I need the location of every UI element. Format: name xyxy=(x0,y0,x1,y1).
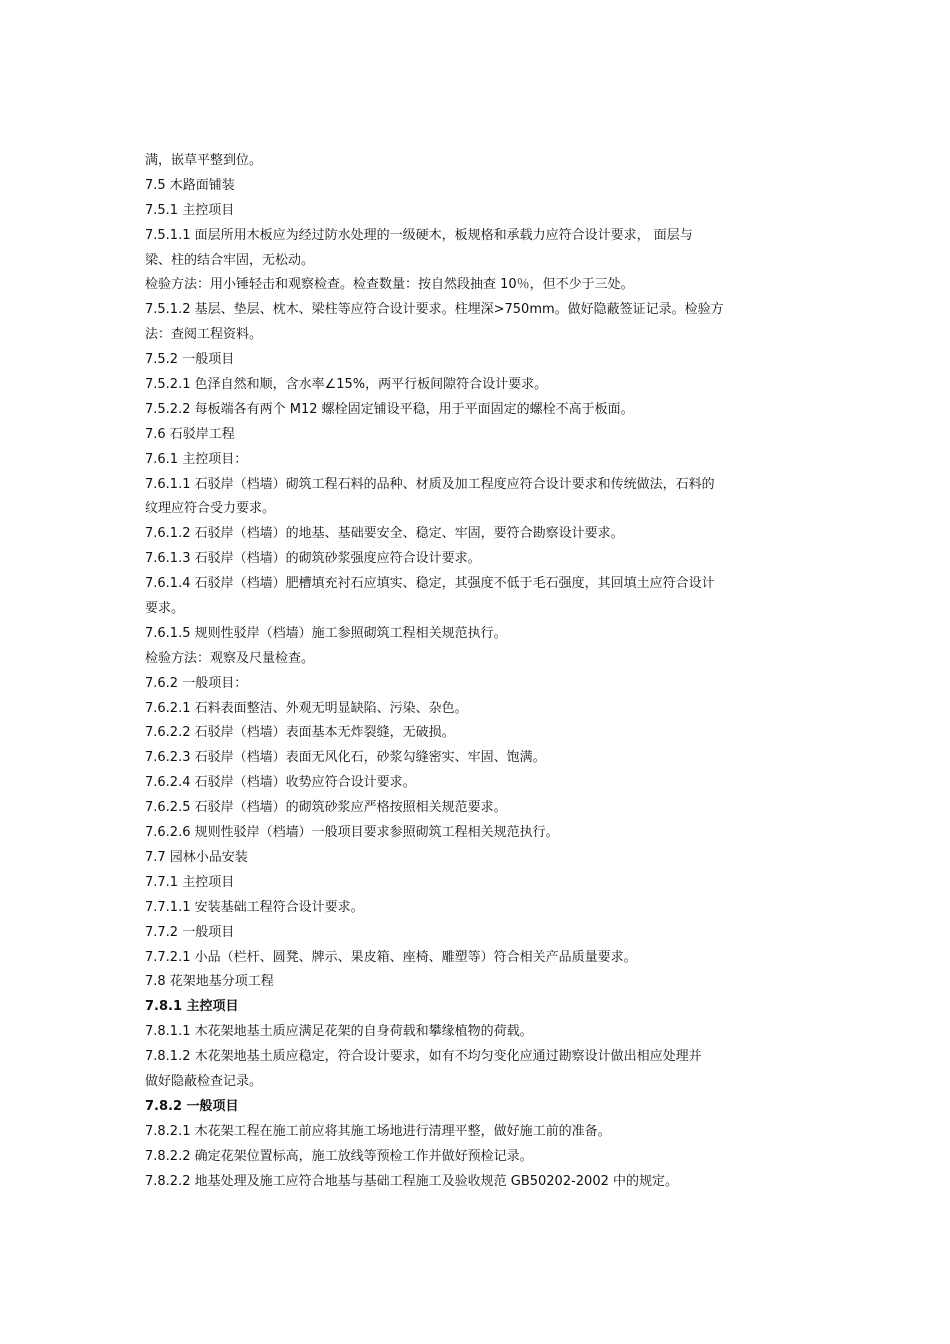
text-line: 满，嵌草平整到位。 xyxy=(145,153,263,168)
text-line: 7.6.1.2 石驳岸（档墙）的地基、基础要安全、稳定、牢固，要符合勘察设计要求。 xyxy=(145,526,624,542)
text-line: 7.5.2 一般项目 xyxy=(145,352,235,368)
text-line: 7.6.1.5 规则性驳岸（档墙）施工参照砌筑工程相关规范执行。 xyxy=(145,625,507,641)
text-line: 7.6.2.5 石驳岸（档墙）的砌筑砂浆应严格按照相关规范要求。 xyxy=(145,800,507,816)
text-line: 7.6.2.6 规则性驳岸（档墙）一般项目要求参照砌筑工程相关规范执行。 xyxy=(145,825,559,841)
text-line: 7.5.2.2 每板端各有两个 M12 螺栓固定铺设平稳，用于平面固定的螺栓不高于板面。 xyxy=(145,401,634,417)
text-line: 7.8.1.2 木花架地基土质应稳定，符合设计要求，如有不均匀变化应通过勘察设计做出相应处理并 xyxy=(145,1049,702,1065)
section-heading-line: 7.8.1 主控项目 xyxy=(145,999,239,1015)
text-line: 7.6.2.4 石驳岸（档墙）收势应符合设计要求。 xyxy=(145,775,416,791)
text-line: 7.7.1.1 安装基础工程符合设计要求。 xyxy=(145,899,364,915)
text-line: 7.6.2.2 石驳岸（档墙）表面基本无炸裂缝，无破损。 xyxy=(145,725,455,741)
text-line: 7.7.2.1 小品（栏杆、圆凳、牌示、果皮箱、座椅、雕塑等）符合相关产品质量要求。 xyxy=(145,949,637,965)
text-line: 7.7.1 主控项目 xyxy=(145,874,235,890)
text-line: 检验方法：用小锤轻击和观察检查。检查数量：按自然段抽查 10％，但不少于三处。 xyxy=(145,277,634,293)
text-line: 7.8.2.2 地基处理及施工应符合地基与基础工程施工及验收规范 GB50202-2002 中的规定。 xyxy=(145,1173,679,1189)
text-line: 纹理应符合受力要求。 xyxy=(145,501,276,517)
text-line: 7.6.2.3 石驳岸（档墙）表面无风化石，砂浆勾缝密实、牢固、饱满。 xyxy=(145,750,546,766)
text-line: 7.5.2.1 色泽自然和顺，含水率∠15%，两平行板间隙符合设计要求。 xyxy=(145,377,548,393)
text-line: 7.8.2.2 确定花架位置标高，施工放线等预检工作并做好预检记录。 xyxy=(145,1148,533,1164)
text-line: 法：查阅工程资料。 xyxy=(145,327,263,343)
text-line: 7.8.2.1 木花架工程在施工前应将其施工场地进行清理平整，做好施工前的准备。 xyxy=(145,1123,611,1139)
text-line: 7.8.1.1 木花架地基土质应满足花架的自身荷载和攀缘植物的荷载。 xyxy=(145,1024,533,1040)
text-line: 7.6.1.4 石驳岸（档墙）肥槽填充衬石应填实、稳定，其强度不低于毛石强度，其回填土应符合设计 xyxy=(145,576,715,592)
section-heading-line: 7.8.2 一般项目 xyxy=(145,1098,239,1114)
text-line: 7.5.1.1 面层所用木板应为经过防水处理的一级硬木，板规格和承载力应符合设计要求， 面层与 xyxy=(145,227,693,243)
text-line: 7.6 石驳岸工程 xyxy=(145,426,235,442)
text-line: 7.6.1 主控项目： xyxy=(145,451,248,467)
text-line: 7.6.1.1 石驳岸（档墙）砌筑工程石料的品种、材质及加工程度应符合设计要求和传统做法，石料的 xyxy=(145,476,715,492)
text-line: 7.6.2 一般项目： xyxy=(145,675,248,691)
text-line: 7.5.1 主控项目 xyxy=(145,202,235,218)
text-line: 7.5.1.2 基层、垫层、枕木、梁柱等应符合设计要求。柱埋深>750mm。做好隐蔽签证记录。检验方 xyxy=(145,302,724,318)
text-line: 7.8 花架地基分项工程 xyxy=(145,974,274,990)
text-line: 做好隐蔽检查记录。 xyxy=(145,1073,263,1089)
text-line: 7.5 木路面铺装 xyxy=(145,177,235,193)
text-line: 检验方法：观察及尺量检查。 xyxy=(145,650,315,666)
text-line: 梁、柱的结合牢固，无松动。 xyxy=(145,252,315,268)
text-line: 7.6.1.3 石驳岸（档墙）的砌筑砂浆强度应符合设计要求。 xyxy=(145,551,481,567)
text-line: 7.7.2 一般项目 xyxy=(145,924,235,940)
text-line: 要求。 xyxy=(145,601,185,617)
text-line: 7.7 园林小品安装 xyxy=(145,849,248,865)
document-body xyxy=(145,149,765,1194)
document-page xyxy=(145,149,765,1194)
text-line: 7.6.2.1 石料表面整洁、外观无明显缺陷、污染、杂色。 xyxy=(145,700,468,716)
